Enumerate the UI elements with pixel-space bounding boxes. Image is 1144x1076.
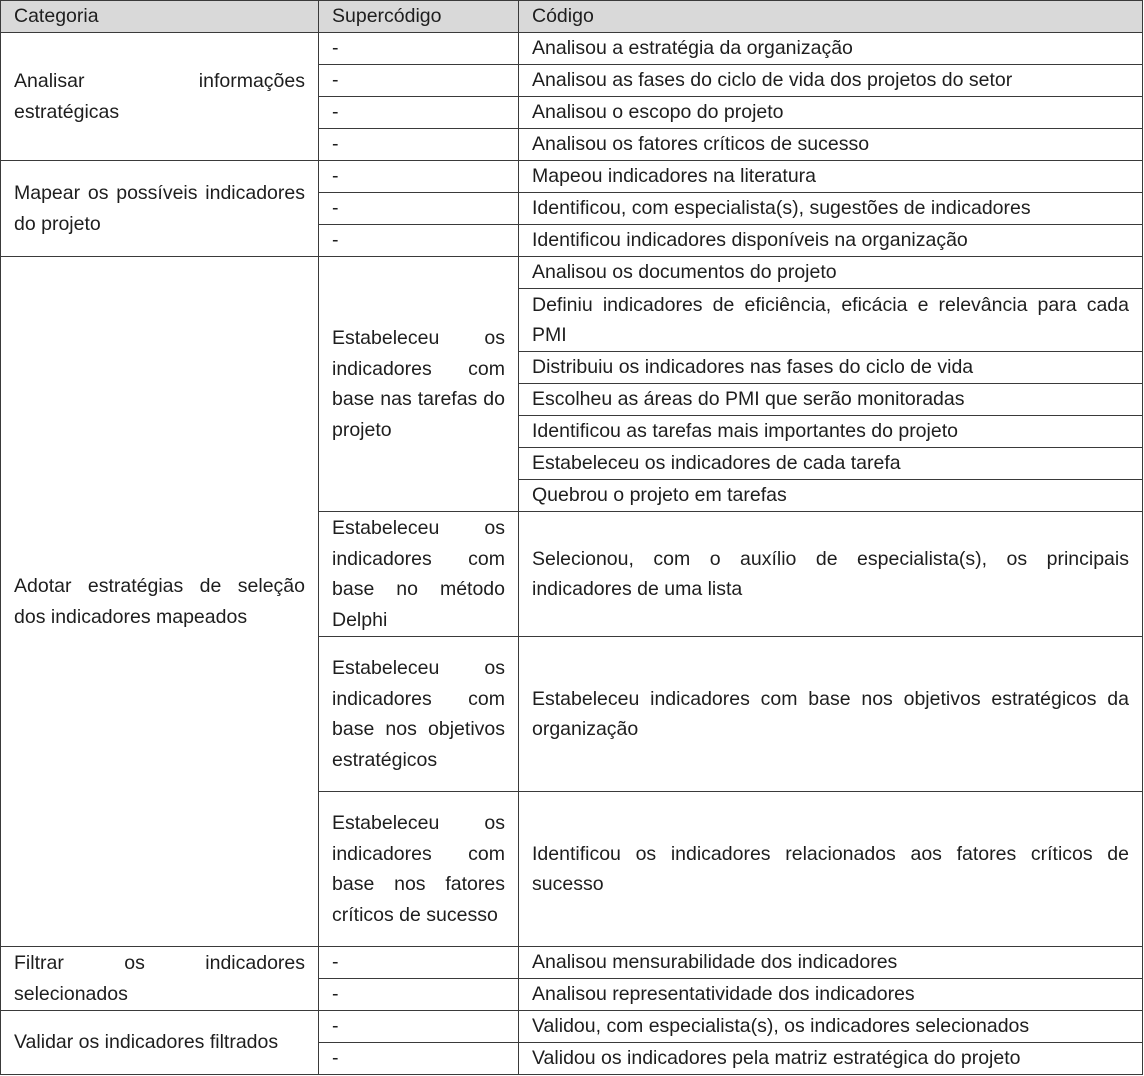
supercode-cell: - — [319, 97, 519, 129]
supercode-cell: - — [319, 129, 519, 161]
code-cell: Identificou as tarefas mais importantes do projeto — [519, 416, 1143, 448]
code-cell: Estabeleceu indicadores com base nos objetivos estratégicos da organização — [519, 637, 1143, 792]
table-row — [1, 161, 1143, 193]
category-cell: Adotar estratégias de seleção dos indicadores mapeados — [1, 257, 319, 947]
supercode-cell: Estabeleceu os indicadores com base nos fatores críticos de sucesso — [319, 792, 519, 947]
code-cell: Validou, com especialista(s), os indicadores selecionados — [519, 1011, 1143, 1043]
table-row — [1, 1011, 1143, 1043]
code-cell: Mapeou indicadores na literatura — [519, 161, 1143, 193]
code-cell: Distribuiu os indicadores nas fases do ciclo de vida — [519, 352, 1143, 384]
code-cell: Analisou os documentos do projeto — [519, 257, 1143, 289]
category-cell: Mapear os possíveis indicadores do projeto — [1, 161, 319, 257]
code-cell: Analisou as fases do ciclo de vida dos projetos do setor — [519, 65, 1143, 97]
supercode-cell: - — [319, 225, 519, 257]
code-cell: Analisou o escopo do projeto — [519, 97, 1143, 129]
table-row — [1, 257, 1143, 289]
category-cell: Validar os indicadores filtrados — [1, 1011, 319, 1075]
supercode-cell: Estabeleceu os indicadores com base nos objetivos estratégicos — [319, 637, 519, 792]
table-row — [1, 947, 1143, 979]
code-cell: Analisou os fatores críticos de sucesso — [519, 129, 1143, 161]
code-cell: Identificou indicadores disponíveis na organização — [519, 225, 1143, 257]
code-cell: Quebrou o projeto em tarefas — [519, 480, 1143, 512]
code-cell: Identificou, com especialista(s), sugestões de indicadores — [519, 193, 1143, 225]
category-cell: Filtrar os indicadores selecionados — [1, 947, 319, 1011]
code-cell: Identificou os indicadores relacionados aos fatores críticos de sucesso — [519, 792, 1143, 947]
header-categoria: Categoria — [1, 1, 319, 33]
header-supercodigo: Supercódigo — [319, 1, 519, 33]
code-cell: Analisou mensurabilidade dos indicadores — [519, 947, 1143, 979]
header-codigo: Código — [519, 1, 1143, 33]
header-row — [1, 1, 1143, 33]
supercode-cell: - — [319, 1043, 519, 1075]
table-row — [1, 33, 1143, 65]
supercode-cell: - — [319, 979, 519, 1011]
code-cell: Definiu indicadores de eficiência, eficácia e relevância para cada PMI — [519, 289, 1143, 352]
supercode-cell: - — [319, 947, 519, 979]
supercode-cell: - — [319, 1011, 519, 1043]
supercode-cell: - — [319, 65, 519, 97]
code-cell: Analisou representatividade dos indicadores — [519, 979, 1143, 1011]
code-cell: Estabeleceu os indicadores de cada tarefa — [519, 448, 1143, 480]
supercode-cell: - — [319, 193, 519, 225]
supercode-cell: Estabeleceu os indicadores com base nas tarefas do projeto — [319, 257, 519, 512]
supercode-cell: - — [319, 33, 519, 65]
supercode-cell: - — [319, 161, 519, 193]
code-cell: Analisou a estratégia da organização — [519, 33, 1143, 65]
supercode-cell: Estabeleceu os indicadores com base no método Delphi — [319, 512, 519, 637]
category-cell: Analisar informações estratégicas — [1, 33, 319, 161]
code-cell: Selecionou, com o auxílio de especialista(s), os principais indicadores de uma lista — [519, 512, 1143, 637]
code-cell: Escolheu as áreas do PMI que serão monitoradas — [519, 384, 1143, 416]
code-cell: Validou os indicadores pela matriz estratégica do projeto — [519, 1043, 1143, 1075]
